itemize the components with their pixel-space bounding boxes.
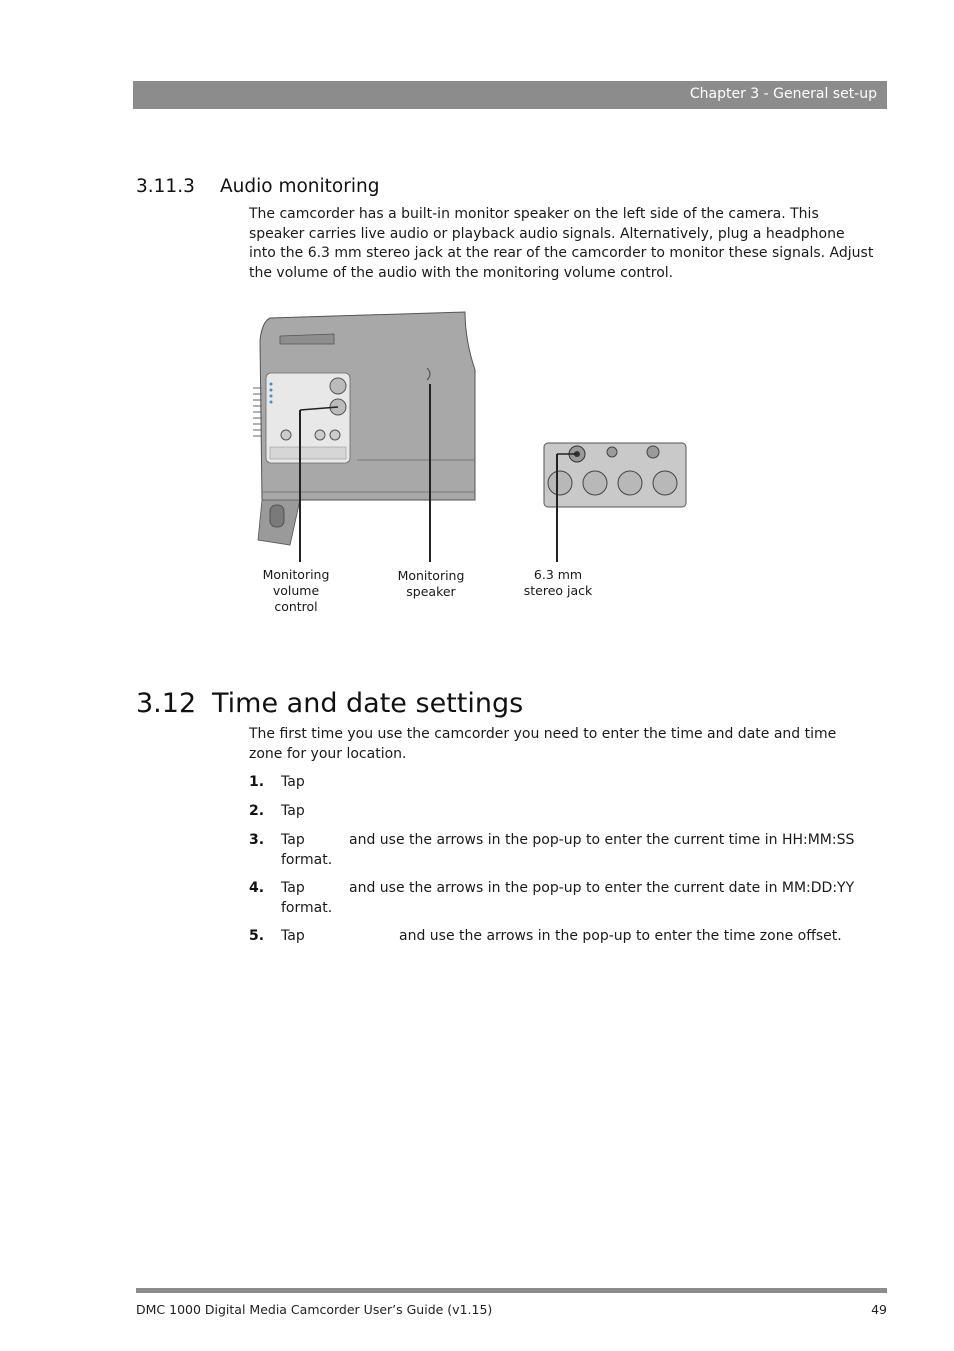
step-5 <box>249 927 874 956</box>
step-number: 1. <box>249 774 265 790</box>
section-title: Audio monitoring <box>220 176 380 197</box>
footer-rule <box>136 1288 887 1293</box>
step-text: and use the arrows in the pop-up to enter the time zone offset. <box>399 928 842 944</box>
step-4 <box>249 879 874 927</box>
callout-stereo-jack: 6.3 mm stereo jack <box>523 567 593 598</box>
step-tap: Tap <box>281 832 305 848</box>
chapter-header-bar <box>133 81 887 109</box>
callout-monitoring-volume-control: Monitoring volume control <box>262 567 330 614</box>
footer-document-title: DMC 1000 Digital Media Camcorder User’s Guide (v1.15) <box>136 1302 493 1317</box>
chapter-title: Chapter 3 - General set-up <box>689 86 877 102</box>
section-number: 3.11.3 <box>136 176 195 197</box>
footer-page-number: 49 <box>871 1302 887 1317</box>
step-2 <box>249 802 874 831</box>
time-date-intro: The first time you use the camcorder you need to enter the time and date and time zone for your location. <box>249 726 837 762</box>
callout-monitoring-speaker: Monitoring speaker <box>397 568 465 599</box>
step-number: 2. <box>249 803 265 819</box>
audio-monitoring-paragraph: The camcorder has a built-in monitor speaker on the left side of the camera. This speaker carries live audio or playback audio signals. Alternatively, plug a headphone into the 6.3 mm stereo jack at the rear of the camcorder to monitor these signals. Adjust the volume of the audio with the monitoring volume control. <box>249 206 874 281</box>
step-number: 5. <box>249 928 265 944</box>
step-number: 4. <box>249 880 265 896</box>
section-heading-time-date <box>136 688 523 719</box>
section-title: Time and date settings <box>212 688 524 719</box>
steps-list <box>249 773 874 956</box>
step-number: 3. <box>249 832 265 848</box>
step-tap: Tap <box>281 774 305 790</box>
step-text: and use the arrows in the pop-up to enter the current date in MM:DD:YY format. <box>281 880 855 916</box>
section-number: 3.12 <box>136 688 197 719</box>
step-text: and use the arrows in the pop-up to enter the current time in HH:MM:SS format. <box>281 832 855 868</box>
step-3 <box>249 831 874 879</box>
section-heading-audio-monitoring <box>136 176 379 197</box>
step-tap: Tap <box>281 803 305 819</box>
step-1 <box>249 773 874 802</box>
step-tap: Tap <box>281 928 305 944</box>
step-tap: Tap <box>281 880 305 896</box>
